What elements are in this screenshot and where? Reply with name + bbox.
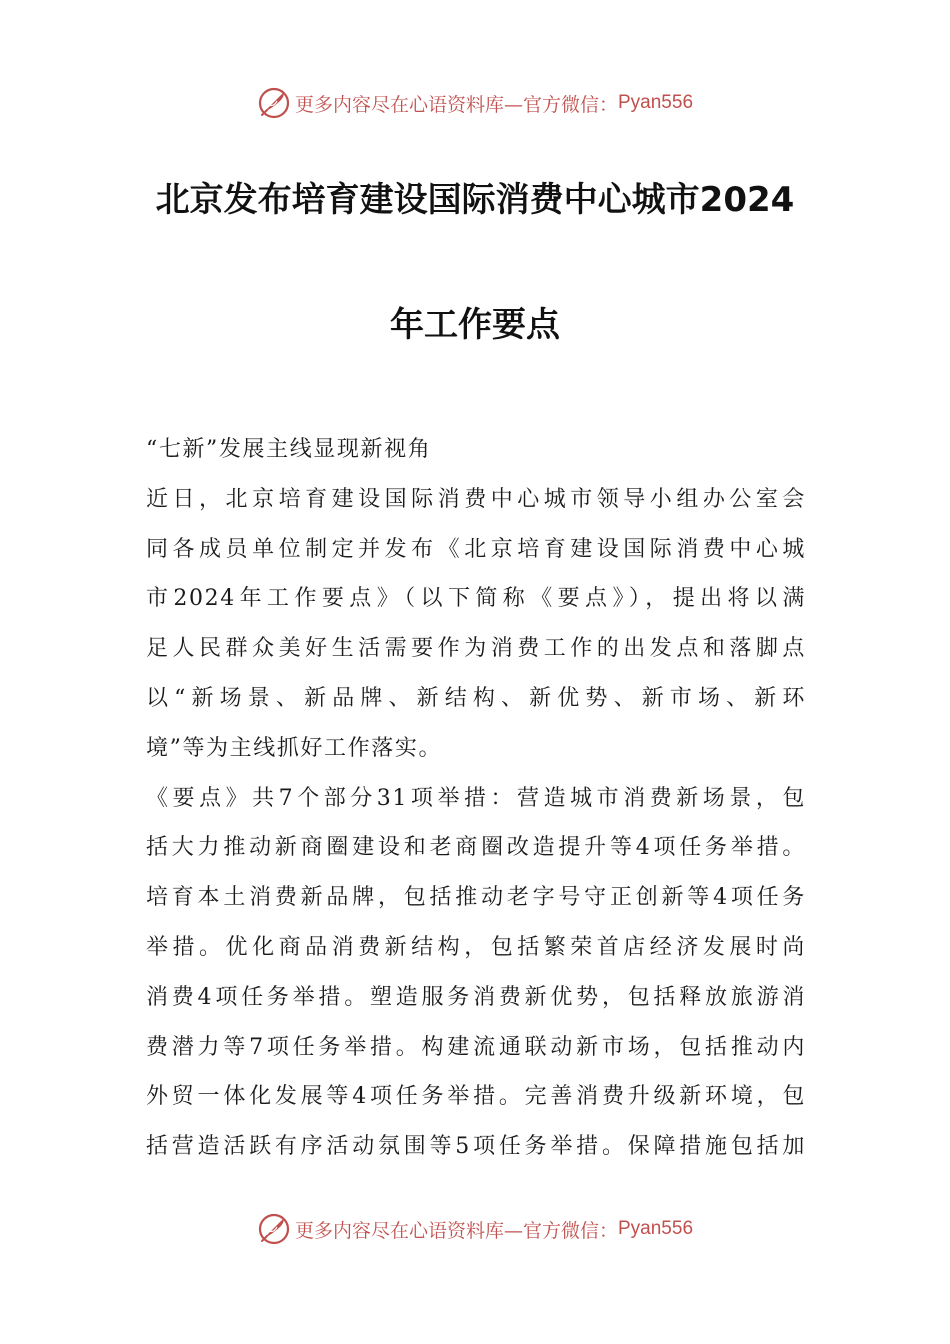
body-line: 外贸一体化发展等4项任务举措。完善消费升级新环境，包 [146,1084,806,1110]
watermark-banner-top [0,83,950,123]
body-line: 培育本土消费新品牌，包括推动老字号守正创新等4项任务 [146,885,806,911]
body-line: 足人民群众美好生活需要作为消费工作的出发点和落脚点 [146,636,806,662]
body-line: 括大力推动新商圈建设和老商圈改造提升等4项任务举措。 [146,835,806,861]
watermark-banner-bottom [0,1209,950,1249]
body-line: 消费4项任务举措。塑造服务消费新优势，包括释放旅游消 [146,984,806,1010]
quill-pen-logo-icon [257,86,291,120]
body-line: 境”等为主线抓好工作落实。 [146,735,443,761]
document-body [146,425,806,1172]
watermark-text: 更多内容尽在心语资料库—官方微信： [294,1219,618,1242]
body-line: 《要点》共7个部分31项举措：营造城市消费新场景，包 [146,785,806,811]
watermark-text: 更多内容尽在心语资料库—官方微信： [294,93,618,116]
wechat-id: Pyan556 [618,92,694,113]
body-line: 举措。优化商品消费新结构，包括繁荣首店经济发展时尚 [146,934,806,960]
body-line: 市2024年工作要点》（以下简称《要点》），提出将以满 [146,586,806,612]
body-line: 以“新场景、新品牌、新结构、新优势、新市场、新环 [146,685,806,711]
body-line: 近日，北京培育建设国际消费中心城市领导小组办公室会 [146,486,806,512]
quill-pen-logo-icon [257,1212,291,1246]
wechat-id: Pyan556 [618,1218,694,1239]
document-title-line-2: 年工作要点 [390,305,560,345]
body-line: 费潜力等7项任务举措。构建流通联动新市场，包括推动内 [146,1034,806,1060]
section-heading: “七新”发展主线显现新视角 [146,437,432,462]
document-title-line-1: 北京发布培育建设国际消费中心城市2024 [155,180,795,220]
body-line: 括营造活跃有序活动氛围等5项任务举措。保障措施包括加 [146,1134,806,1160]
body-line: 同各成员单位制定并发布《北京培育建设国际消费中心城 [146,536,806,562]
